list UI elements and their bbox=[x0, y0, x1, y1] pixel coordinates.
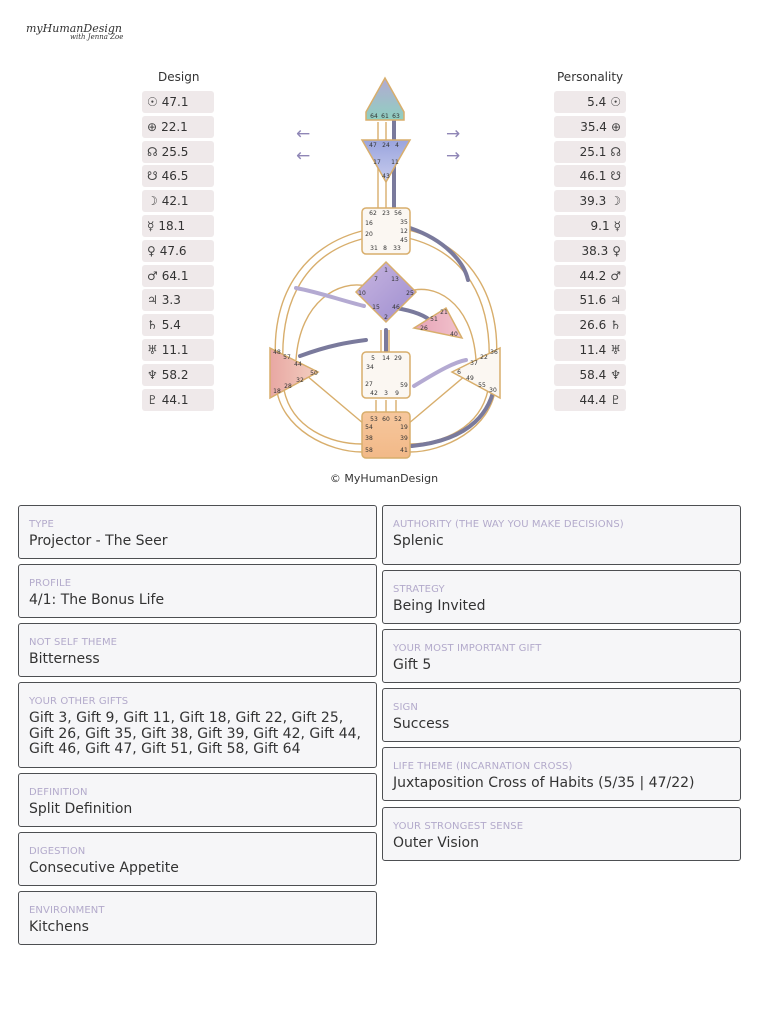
gate-label: 43 bbox=[382, 173, 390, 180]
gate-label: 16 bbox=[365, 220, 373, 227]
personality-planet-mercury: 9.1 ☿ bbox=[554, 215, 626, 237]
design-planet-list bbox=[142, 91, 214, 413]
gate-label: 6 bbox=[457, 369, 461, 376]
design-planet-sun: ☉ 47.1 bbox=[142, 91, 214, 113]
personality-planet-earth: 35.4 ⊕ bbox=[554, 116, 626, 138]
design-planet-north-node: ☊ 25.5 bbox=[142, 141, 214, 163]
gate-label: 28 bbox=[284, 383, 292, 390]
channel-line bbox=[284, 390, 362, 444]
gate-label: 10 bbox=[358, 290, 366, 297]
neptune-icon: ♆ bbox=[610, 367, 621, 382]
gate-label: 48 bbox=[273, 349, 281, 356]
gate-label: 33 bbox=[393, 245, 401, 252]
gate-label: 7 bbox=[374, 276, 378, 283]
gate-label: 30 bbox=[489, 387, 497, 394]
card-value: Projector - The Seer bbox=[29, 533, 168, 549]
channel-defined bbox=[300, 340, 366, 356]
moon-icon: ☽ bbox=[610, 194, 621, 209]
mercury-icon: ☿ bbox=[613, 218, 621, 233]
gate-label: 23 bbox=[382, 210, 390, 217]
personality-planet-jupiter: 51.6 ♃ bbox=[554, 289, 626, 311]
card-value: Consecutive Appetite bbox=[29, 860, 179, 876]
earth-icon: ⊕ bbox=[610, 119, 621, 134]
brand-tagline: with Jenna Zoe bbox=[70, 33, 124, 41]
card-label: YOUR STRONGEST SENSE bbox=[393, 821, 524, 832]
card-value: Splenic bbox=[393, 533, 444, 549]
design-planet-moon: ☽ 42.1 bbox=[142, 190, 214, 212]
card-value: Juxtaposition Cross of Habits (5/35 | 47/22) bbox=[393, 775, 695, 791]
brand-logo bbox=[26, 22, 123, 41]
design-planet-uranus: ♅ 11.1 bbox=[142, 339, 214, 361]
gate-label: 9 bbox=[395, 390, 399, 397]
card-label: TYPE bbox=[29, 519, 54, 530]
mars-icon: ♂ bbox=[610, 268, 621, 283]
strategy-card bbox=[382, 570, 741, 624]
gate-label: 53 bbox=[370, 416, 378, 423]
gate-label: 44 bbox=[294, 361, 302, 368]
personality-planet-moon: 39.3 ☽ bbox=[554, 190, 626, 212]
sun-icon: ☉ bbox=[610, 95, 621, 109]
life-theme-card bbox=[382, 747, 741, 801]
design-planet-south-node: ☋ 46.5 bbox=[142, 165, 214, 187]
authority-card bbox=[382, 505, 741, 565]
card-label: DIGESTION bbox=[29, 846, 86, 857]
personality-planet-mars: 44.2 ♂ bbox=[554, 265, 626, 287]
personality-planet-uranus: 11.4 ♅ bbox=[554, 339, 626, 361]
neptune-icon: ♆ bbox=[147, 367, 158, 382]
south-node-icon: ☋ bbox=[147, 169, 158, 184]
pluto-icon: ♇ bbox=[610, 392, 621, 407]
earth-icon: ⊕ bbox=[147, 119, 158, 134]
digestion-card bbox=[18, 832, 377, 886]
definition-card bbox=[18, 773, 377, 827]
design-planet-venus: ♀ 47.6 bbox=[142, 240, 214, 262]
copyright-text: © MyHumanDesign bbox=[329, 472, 439, 485]
gate-label: 60 bbox=[382, 416, 390, 423]
gate-label: 15 bbox=[372, 304, 380, 311]
card-value: Kitchens bbox=[29, 919, 89, 935]
card-value: 4/1: The Bonus Life bbox=[29, 592, 165, 608]
gate-label: 22 bbox=[480, 354, 488, 361]
pluto-icon: ♇ bbox=[147, 392, 158, 407]
design-planet-pluto: ♇ 44.1 bbox=[142, 389, 214, 411]
gate-label: 26 bbox=[420, 325, 428, 332]
gate-label: 35 bbox=[400, 219, 408, 226]
card-label: LIFE THEME (INCARNATION CROSS) bbox=[393, 761, 573, 772]
gate-label: 13 bbox=[391, 276, 399, 283]
gate-label: 54 bbox=[365, 424, 373, 431]
personality-planet-saturn: 26.6 ♄ bbox=[554, 314, 626, 336]
card-label: PROFILE bbox=[29, 578, 72, 589]
gate-label: 42 bbox=[370, 390, 378, 397]
card-value: Success bbox=[393, 716, 450, 732]
design-planet-jupiter: ♃ 3.3 bbox=[142, 289, 214, 311]
card-label: YOUR OTHER GIFTS bbox=[29, 696, 129, 707]
personality-planet-venus: 38.3 ♀ bbox=[554, 240, 626, 262]
gate-label: 17 bbox=[373, 159, 381, 166]
card-value: Gift 3, Gift 9, Gift 11, Gift 18, Gift 22, Gift 25, Gift 26, Gift 35, Gift 38, Gift 39, Gift 42, Gift 44, Gift 46, Gift 47, Gift 51, Gift 58, Gift 64 bbox=[29, 710, 362, 757]
channel-line bbox=[275, 230, 366, 365]
design-planet-earth: ⊕ 22.1 bbox=[142, 116, 214, 138]
gate-label: 32 bbox=[296, 377, 304, 384]
venus-icon: ♀ bbox=[147, 243, 156, 258]
gate-label: 58 bbox=[365, 447, 373, 454]
arrow-left-icon: ← bbox=[296, 146, 311, 166]
not-self-theme-card bbox=[18, 623, 377, 677]
sun-icon: ☉ bbox=[147, 95, 158, 109]
card-label: AUTHORITY (THE WAY YOU MAKE DECISIONS) bbox=[393, 519, 624, 530]
other-gifts-card bbox=[18, 682, 377, 768]
gate-label: 14 bbox=[382, 355, 390, 362]
card-label: STRATEGY bbox=[393, 584, 445, 595]
channel-line bbox=[408, 230, 497, 365]
gate-label: 25 bbox=[406, 290, 414, 297]
mars-icon: ♂ bbox=[147, 268, 158, 283]
gate-label: 20 bbox=[365, 231, 373, 238]
gate-label: 55 bbox=[478, 382, 486, 389]
card-label: NOT SELF THEME bbox=[29, 637, 118, 648]
strongest-sense-card bbox=[382, 807, 741, 861]
card-value: Being Invited bbox=[393, 598, 486, 614]
gate-label: 49 bbox=[466, 375, 474, 382]
gate-label: 61 bbox=[381, 113, 389, 120]
personality-planet-south-node: 46.1 ☋ bbox=[554, 165, 626, 187]
gate-label: 27 bbox=[365, 381, 373, 388]
gate-label: 50 bbox=[310, 370, 318, 377]
channel-defined bbox=[296, 288, 364, 306]
card-label: SIGN bbox=[393, 702, 418, 713]
design-heading: Design bbox=[158, 70, 200, 84]
gate-label: 63 bbox=[392, 113, 400, 120]
profile-card bbox=[18, 564, 377, 618]
uranus-icon: ♅ bbox=[147, 342, 158, 357]
gate-label: 5 bbox=[371, 355, 375, 362]
gate-label: 3 bbox=[384, 390, 388, 397]
card-value: Outer Vision bbox=[393, 835, 479, 851]
gate-label: 62 bbox=[369, 210, 377, 217]
personality-heading: Personality bbox=[557, 70, 624, 84]
arrow-right-icon: → bbox=[446, 124, 461, 144]
gate-label: 39 bbox=[400, 435, 408, 442]
gate-label: 41 bbox=[400, 447, 408, 454]
gate-label: 24 bbox=[382, 142, 390, 149]
gate-label: 34 bbox=[366, 364, 374, 371]
gate-label: 18 bbox=[273, 388, 281, 395]
gate-label: 37 bbox=[470, 360, 478, 367]
venus-icon: ♀ bbox=[612, 243, 621, 258]
gate-label: 52 bbox=[394, 416, 402, 423]
personality-planet-sun: 5.4 ☉ bbox=[554, 91, 626, 113]
arrow-left-icon: ← bbox=[296, 124, 311, 144]
design-planet-neptune: ♆ 58.2 bbox=[142, 364, 214, 386]
gate-label: 59 bbox=[400, 382, 408, 389]
channel-line bbox=[300, 370, 364, 424]
gate-label: 21 bbox=[440, 309, 448, 316]
gate-label: 2 bbox=[384, 314, 388, 321]
personality-planet-list bbox=[554, 91, 626, 413]
card-value: Gift 5 bbox=[393, 657, 432, 673]
sign-card bbox=[382, 688, 741, 742]
card-label: ENVIRONMENT bbox=[29, 905, 105, 916]
saturn-icon: ♄ bbox=[610, 318, 621, 333]
gate-label: 47 bbox=[369, 142, 377, 149]
brand-name: myHumanDesign bbox=[26, 22, 123, 35]
channel-line bbox=[276, 385, 362, 452]
mercury-icon: ☿ bbox=[147, 218, 155, 233]
environment-card bbox=[18, 891, 377, 945]
north-node-icon: ☊ bbox=[610, 144, 621, 159]
type-card bbox=[18, 505, 377, 559]
personality-planet-north-node: 25.1 ☊ bbox=[554, 141, 626, 163]
arrow-right-icon: → bbox=[446, 146, 461, 166]
gate-label: 57 bbox=[283, 354, 291, 361]
gate-label: 12 bbox=[400, 228, 408, 235]
personality-planet-neptune: 58.4 ♆ bbox=[554, 364, 626, 386]
north-node-icon: ☊ bbox=[147, 144, 158, 159]
gate-label: 11 bbox=[391, 159, 399, 166]
south-node-icon: ☋ bbox=[610, 169, 621, 184]
design-planet-mercury: ☿ 18.1 bbox=[142, 215, 214, 237]
gate-label: 36 bbox=[490, 349, 498, 356]
bodygraph-chart bbox=[262, 72, 510, 464]
gate-label: 1 bbox=[384, 267, 388, 274]
saturn-icon: ♄ bbox=[147, 318, 158, 333]
gate-label: 64 bbox=[370, 113, 378, 120]
gate-label: 4 bbox=[395, 142, 399, 149]
card-label: YOUR MOST IMPORTANT GIFT bbox=[393, 643, 542, 654]
uranus-icon: ♅ bbox=[610, 342, 621, 357]
most-important-gift-card bbox=[382, 629, 741, 683]
channel-line bbox=[410, 385, 496, 452]
gate-label: 8 bbox=[383, 245, 387, 252]
gate-label: 56 bbox=[394, 210, 402, 217]
personality-planet-pluto: 44.4 ♇ bbox=[554, 389, 626, 411]
design-planet-saturn: ♄ 5.4 bbox=[142, 314, 214, 336]
channel-defined bbox=[410, 228, 468, 280]
gate-label: 46 bbox=[392, 304, 400, 311]
gate-label: 38 bbox=[365, 435, 373, 442]
jupiter-icon: ♃ bbox=[147, 293, 158, 308]
gate-label: 51 bbox=[430, 316, 438, 323]
moon-icon: ☽ bbox=[147, 194, 158, 209]
channel-line bbox=[408, 238, 489, 365]
gate-label: 40 bbox=[450, 331, 458, 338]
gate-label: 31 bbox=[370, 245, 378, 252]
jupiter-icon: ♃ bbox=[610, 293, 621, 308]
design-planet-mars: ♂ 64.1 bbox=[142, 265, 214, 287]
gate-label: 29 bbox=[394, 355, 402, 362]
card-label: DEFINITION bbox=[29, 787, 88, 798]
gate-label: 45 bbox=[400, 237, 408, 244]
card-value: Bitterness bbox=[29, 651, 100, 667]
gate-label: 19 bbox=[400, 424, 408, 431]
card-value: Split Definition bbox=[29, 801, 133, 817]
